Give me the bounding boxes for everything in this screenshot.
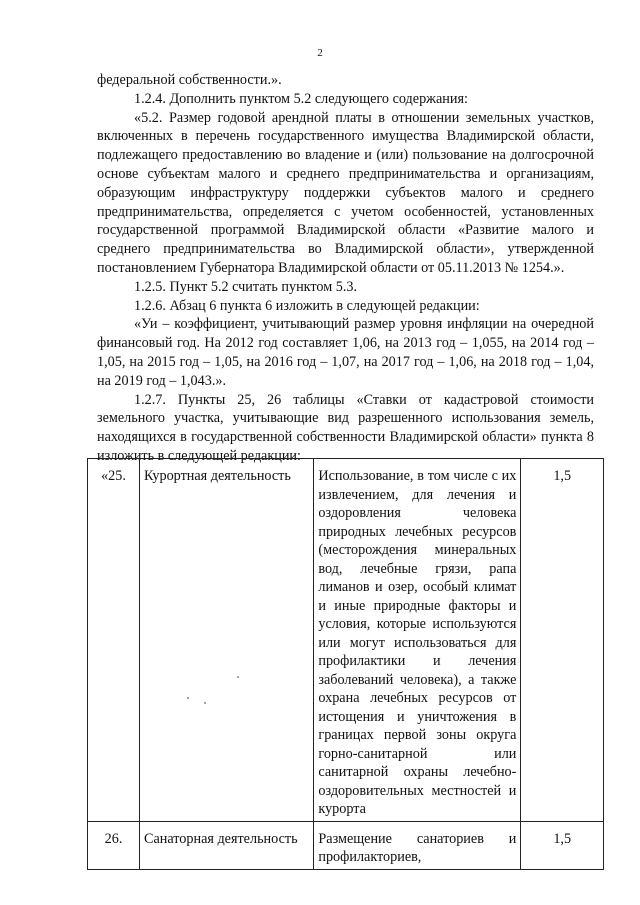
- paragraph: федеральной собственности.».: [97, 72, 282, 88]
- use-type-description: Использование, в том числе с их извлечением, для лечения и оздоровления человека природных лечебных ресурсов (месторождения минеральных вод, лечебные грязи, рапа лиманов и озер, особый климат и иные природные факторы и условия, которые используются или могут использоваться для профилактики и лечения заболеваний человека), а также охрана лечебных ресурсов от истощения и уничтожения в границах первой зоны округа горно-санитарной или санитарной охраны лечебно-оздоровительных местностей и курорта: [314, 459, 521, 822]
- scan-speck: [237, 676, 239, 678]
- rate-value: 1,5: [521, 821, 604, 869]
- paragraph: 1.2.4. Дополнить пунктом 5.2 следующего содержания:: [134, 90, 468, 107]
- rate-value: 1,5: [521, 459, 604, 822]
- table-row: [88, 821, 604, 869]
- paragraph: 1.2.7. Пункты 25, 26 таблицы «Ставки от кадастровой стоимости земельного участка, учитывающие вид разрешенного использования земель, находящихся в государственной собственности Владимирской области» пункта 8 изложить в следующей редакции:: [97, 391, 594, 464]
- paragraph: «5.2. Размер годовой арендной платы в отношении земельных участков, включенных в перечень государственного имущества Владимирской области, подлежащего предоставлению во владение и (или) пользование на долгосрочной основе субъектам малого и среднего предпринимательства и организациям, образующим инфраструктуру поддержки субъектов малого и среднего предпринимательства, определяется с учетом особенностей, установленных государственной программой Владимирской области «Развитие малого и среднего предпринимательства во Владимирской области», утвержденной постановлением Губернатора Владимирской области от 05.11.2013 № 1254.».: [97, 109, 594, 276]
- scan-speck: [204, 702, 206, 704]
- scan-speck: [187, 697, 189, 699]
- use-type-description: Размещение санаториев и профилакториев,: [314, 821, 521, 869]
- rates-table: [87, 458, 604, 870]
- use-type-name: Санаторная деятельность: [140, 821, 314, 869]
- row-number: «25.: [88, 459, 140, 822]
- document-body: [97, 71, 594, 466]
- row-number: 26.: [88, 821, 140, 869]
- table-row: [88, 459, 604, 822]
- page-number: 2: [317, 47, 323, 59]
- use-type-name: Курортная деятельность: [140, 459, 314, 822]
- paragraph: 1.2.6. Абзац 6 пункта 6 изложить в следующей редакции:: [134, 297, 480, 314]
- paragraph: 1.2.5. Пункт 5.2 считать пунктом 5.3.: [134, 278, 358, 295]
- paragraph: «Уи – коэффициент, учитывающий размер уровня инфляции на очередной финансовый год. На 2012 год составляет 1,06, на 2013 год – 1,055, на 2014 год – 1,05, на 2015 год – 1,05, на 2016 год – 1,07, на 2017 год – 1,06, на 2018 год – 1,04, на 2019 год – 1,043.».: [97, 316, 594, 389]
